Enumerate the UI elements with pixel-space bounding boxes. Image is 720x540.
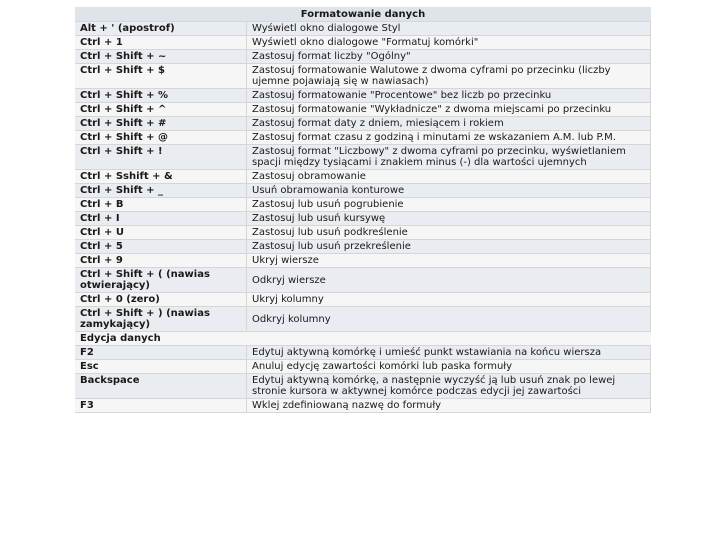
shortcut-key: Ctrl + B bbox=[75, 198, 247, 212]
shortcut-key: Ctrl + Shift + ~ bbox=[75, 50, 247, 64]
shortcut-key: Ctrl + Shift + ! bbox=[75, 145, 247, 170]
shortcut-description: Zastosuj formatowanie "Procentowe" bez liczb po przecinku bbox=[247, 89, 651, 103]
table-row bbox=[75, 170, 651, 184]
shortcut-key: F2 bbox=[75, 346, 247, 360]
shortcut-key: Ctrl + Shift + % bbox=[75, 89, 247, 103]
shortcut-key: Ctrl + Shift + _ bbox=[75, 184, 247, 198]
shortcut-description: Zastosuj format daty z dniem, miesiącem i rokiem bbox=[247, 117, 651, 131]
shortcut-description: Wyświetl okno dialogowe Styl bbox=[247, 22, 651, 36]
shortcut-key: Esc bbox=[75, 360, 247, 374]
shortcut-description: Anuluj edycję zawartości komórki lub paska formuły bbox=[247, 360, 651, 374]
shortcut-description: Zastosuj lub usuń podkreślenie bbox=[247, 226, 651, 240]
table-row bbox=[75, 89, 651, 103]
table-row bbox=[75, 64, 651, 89]
table-row bbox=[75, 254, 651, 268]
shortcut-description: Wklej zdefiniowaną nazwę do formuły bbox=[247, 399, 651, 413]
table-row bbox=[75, 268, 651, 293]
shortcut-description: Zastosuj format liczby "Ogólny" bbox=[247, 50, 651, 64]
shortcut-key: Backspace bbox=[75, 374, 247, 399]
table-row bbox=[75, 36, 651, 50]
table-row bbox=[75, 22, 651, 36]
table-row bbox=[75, 103, 651, 117]
shortcut-key: Ctrl + Shift + ^ bbox=[75, 103, 247, 117]
shortcut-description: Zastosuj obramowanie bbox=[247, 170, 651, 184]
shortcut-description: Usuń obramowania konturowe bbox=[247, 184, 651, 198]
shortcut-key: Ctrl + 5 bbox=[75, 240, 247, 254]
table-header-row bbox=[75, 7, 651, 22]
shortcut-description: Zastosuj lub usuń kursywę bbox=[247, 212, 651, 226]
table-row bbox=[75, 374, 651, 399]
shortcut-key: Ctrl + Shift + # bbox=[75, 117, 247, 131]
shortcut-key: Ctrl + 0 (zero) bbox=[75, 293, 247, 307]
section-row bbox=[75, 332, 651, 346]
shortcut-key: Ctrl + 9 bbox=[75, 254, 247, 268]
table-row bbox=[75, 307, 651, 332]
table-row bbox=[75, 240, 651, 254]
section-header-editing: Edycja danych bbox=[75, 332, 651, 346]
table-row bbox=[75, 198, 651, 212]
shortcut-table bbox=[75, 7, 651, 413]
shortcut-description: Odkryj wiersze bbox=[247, 268, 651, 293]
shortcut-description: Zastosuj format czasu z godziną i minutami ze wskazaniem A.M. lub P.M. bbox=[247, 131, 651, 145]
shortcut-key: Ctrl + Shift + @ bbox=[75, 131, 247, 145]
shortcut-key: F3 bbox=[75, 399, 247, 413]
table-row bbox=[75, 346, 651, 360]
shortcut-description: Zastosuj lub usuń pogrubienie bbox=[247, 198, 651, 212]
shortcut-key: Ctrl + Shift + ( (nawias otwierający) bbox=[75, 268, 247, 293]
table-row bbox=[75, 212, 651, 226]
table-row bbox=[75, 184, 651, 198]
section-header-formatting: Formatowanie danych bbox=[75, 7, 651, 22]
table-body bbox=[75, 22, 651, 413]
shortcut-description: Edytuj aktywną komórkę i umieść punkt wstawiania na końcu wiersza bbox=[247, 346, 651, 360]
table-row bbox=[75, 117, 651, 131]
shortcut-description: Odkryj kolumny bbox=[247, 307, 651, 332]
shortcut-description: Zastosuj formatowanie Walutowe z dwoma cyframi po przecinku (liczby ujemne pojawiają się w nawiasach) bbox=[247, 64, 651, 89]
shortcut-description: Zastosuj lub usuń przekreślenie bbox=[247, 240, 651, 254]
table-row bbox=[75, 226, 651, 240]
shortcut-key: Ctrl + Shift + $ bbox=[75, 64, 247, 89]
table-row bbox=[75, 131, 651, 145]
shortcut-description: Ukryj kolumny bbox=[247, 293, 651, 307]
shortcut-key: Ctrl + Sshift + & bbox=[75, 170, 247, 184]
shortcut-key: Ctrl + I bbox=[75, 212, 247, 226]
table-row bbox=[75, 399, 651, 413]
shortcut-description: Edytuj aktywną komórkę, a następnie wyczyść ją lub usuń znak po lewej stronie kursora w aktywnej komórce podczas edycji jej zawartości bbox=[247, 374, 651, 399]
table-row bbox=[75, 145, 651, 170]
shortcut-key: Ctrl + Shift + ) (nawias zamykający) bbox=[75, 307, 247, 332]
shortcut-description: Ukryj wiersze bbox=[247, 254, 651, 268]
table-row bbox=[75, 50, 651, 64]
shortcut-description: Zastosuj format "Liczbowy" z dwoma cyframi po przecinku, wyświetlaniem spacji między tysiącami i znakiem minus (-) dla wartości ujemnych bbox=[247, 145, 651, 170]
shortcut-description: Wyświetl okno dialogowe "Formatuj komórki" bbox=[247, 36, 651, 50]
table-row bbox=[75, 293, 651, 307]
shortcut-description: Zastosuj formatowanie "Wykładnicze" z dwoma miejscami po przecinku bbox=[247, 103, 651, 117]
table-row bbox=[75, 360, 651, 374]
shortcut-key: Ctrl + U bbox=[75, 226, 247, 240]
shortcut-key: Ctrl + 1 bbox=[75, 36, 247, 50]
shortcut-key: Alt + ' (apostrof) bbox=[75, 22, 247, 36]
